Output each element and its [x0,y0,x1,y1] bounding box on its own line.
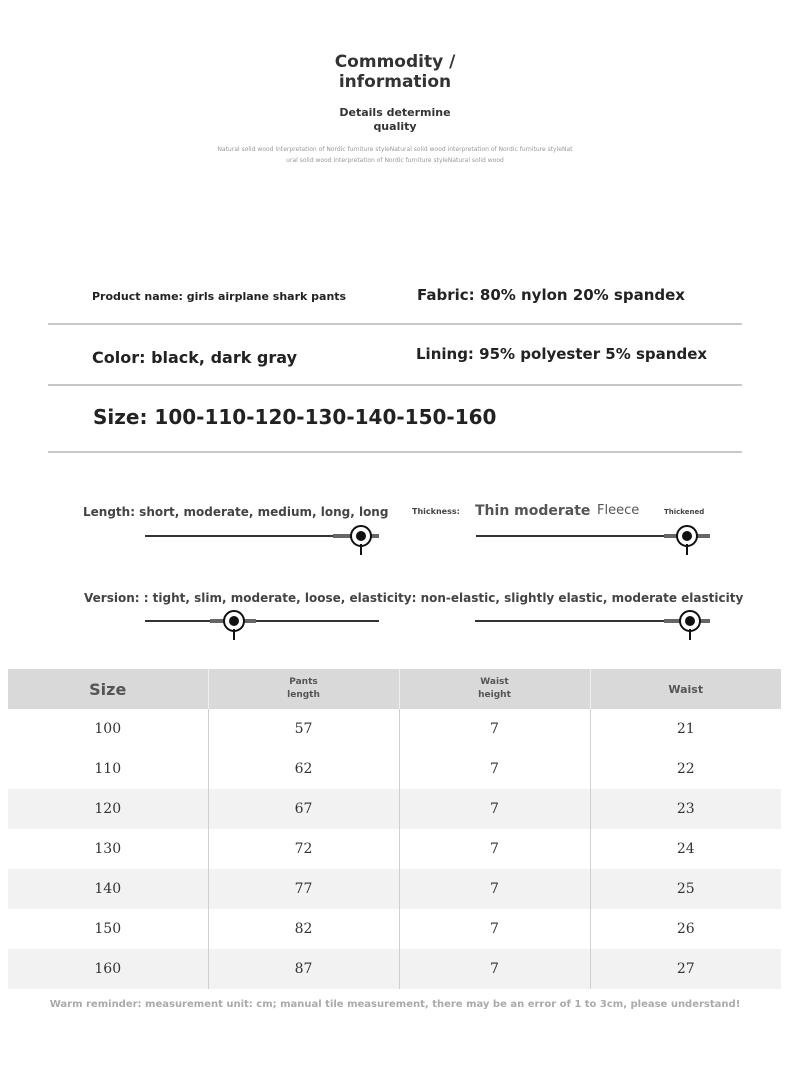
page-header [0,52,790,166]
version-label: Version: : tight, slim, moderate, loose, elasticity: non-elastic, slightly elastic, moderate elasticity [84,591,744,605]
page-title: Commodity / information [334,52,456,92]
length-label: Length: short, moderate, medium, long, long [83,505,389,519]
warm-reminder: Warm reminder: measurement unit: cm; manual tile measurement, there may be an error of 1 to 3cm, please understand! [49,999,741,1010]
thickness-marker-icon [676,525,698,547]
table-row: 110 62 7 22 [8,749,781,789]
thickness-label: Thickness: [412,507,460,516]
version-scale [145,620,379,622]
size-range: Size: 100-110-120-130-140-150-160 [93,405,497,429]
header-waist-height: Waist height [399,669,590,709]
table-row: 150 82 7 26 [8,909,781,949]
thickness-fleece: Fleece [597,503,640,518]
lining: Lining: 95% polyester 5% spandex [416,345,708,363]
size-table [8,669,781,989]
divider [48,323,742,325]
table-row: 140 77 7 25 [8,869,781,909]
divider [48,451,742,453]
product-name: Product name: girls airplane shark pants [92,290,347,303]
decorative-caption: Natural solid wood interpretation of Nordic furniture styleNatural solid wood interpretation of Nordic furniture styleNat ural solid wood interpretation of Nordic furniture styleNatural solid wood [217,146,573,164]
table-row: 130 72 7 24 [8,829,781,869]
thickness-thin-moderate: Thin moderate [475,503,591,519]
fabric: Fabric: 80% nylon 20% spandex [417,286,685,304]
table-row: 160 87 7 27 [8,949,781,989]
table-row: 120 67 7 23 [8,789,781,829]
header-waist: Waist [590,669,781,709]
color: Color: black, dark gray [92,348,298,367]
header-pants-length: Pants length [208,669,399,709]
divider [48,384,742,386]
table-row: 100 57 7 21 [8,709,781,749]
page-subtitle: Details determine quality [339,106,451,133]
length-marker-icon [350,525,372,547]
thickness-thickened: Thickened [664,508,705,516]
elasticity-marker-icon [679,610,701,632]
header-size: Size [8,669,208,709]
table-header-row [8,669,781,709]
version-marker-icon [223,610,245,632]
